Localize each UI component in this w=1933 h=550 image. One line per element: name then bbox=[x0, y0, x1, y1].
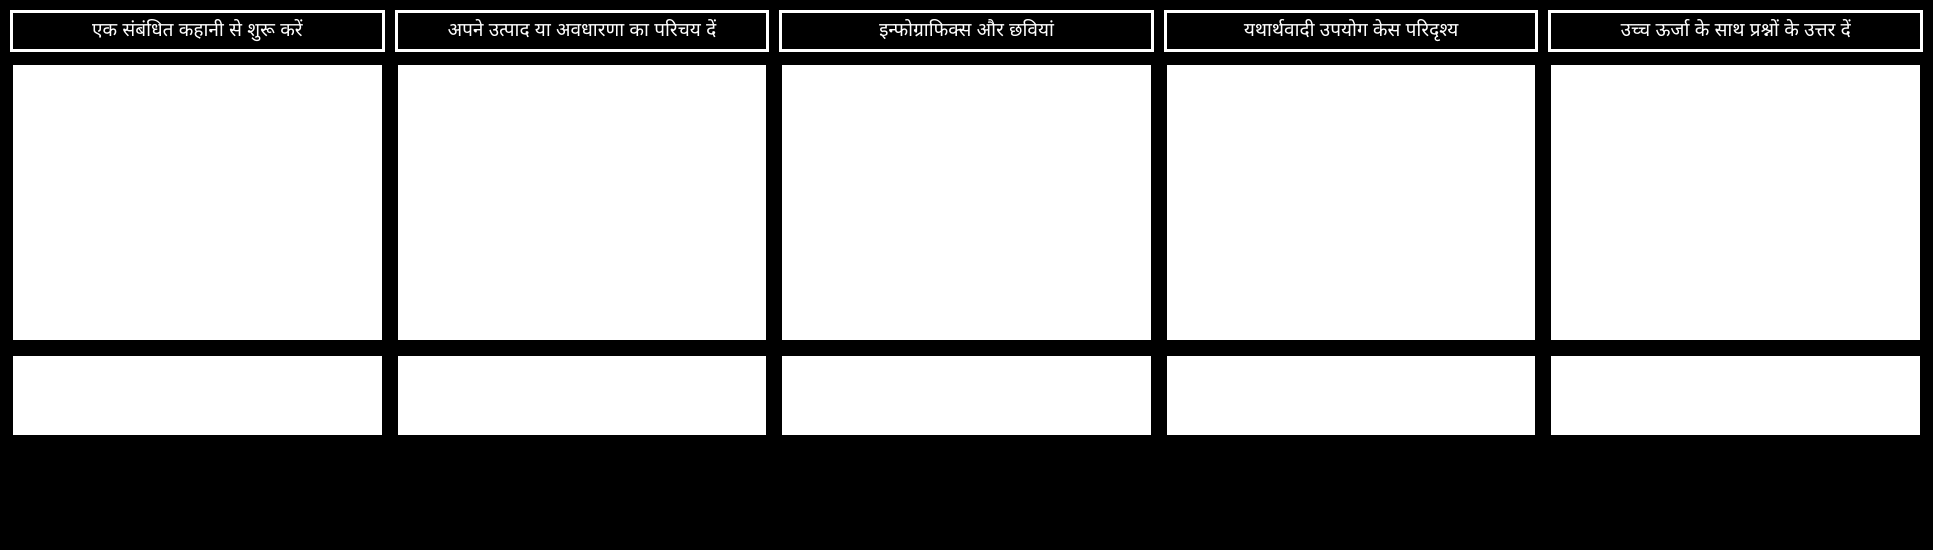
storyboard-cell-3[interactable] bbox=[779, 10, 1154, 438]
storyboard-cell-5[interactable] bbox=[1548, 10, 1923, 438]
cell-title-3[interactable]: इन्फोग्राफिक्स और छवियां bbox=[779, 10, 1154, 52]
cell-image-1[interactable] bbox=[10, 62, 385, 343]
cell-caption-4[interactable] bbox=[1164, 353, 1539, 438]
cell-title-4[interactable]: यथार्थवादी उपयोग केस परिदृश्य bbox=[1164, 10, 1539, 52]
storyboard-cell-1[interactable] bbox=[10, 10, 385, 438]
storyboard-columns bbox=[10, 10, 1923, 438]
cell-caption-2[interactable] bbox=[395, 353, 770, 438]
cell-caption-3[interactable] bbox=[779, 353, 1154, 438]
cell-image-3[interactable] bbox=[779, 62, 1154, 343]
cell-image-4[interactable] bbox=[1164, 62, 1539, 343]
cell-image-5[interactable] bbox=[1548, 62, 1923, 343]
cell-title-1[interactable]: एक संबंधित कहानी से शुरू करें bbox=[10, 10, 385, 52]
cell-image-2[interactable] bbox=[395, 62, 770, 343]
cell-title-2[interactable]: अपने उत्पाद या अवधारणा का परिचय दें bbox=[395, 10, 770, 52]
cell-caption-5[interactable] bbox=[1548, 353, 1923, 438]
cell-caption-1[interactable] bbox=[10, 353, 385, 438]
cell-title-5[interactable]: उच्च ऊर्जा के साथ प्रश्नों के उत्तर दें bbox=[1548, 10, 1923, 52]
storyboard-cell-4[interactable] bbox=[1164, 10, 1539, 438]
storyboard-cell-2[interactable] bbox=[395, 10, 770, 438]
